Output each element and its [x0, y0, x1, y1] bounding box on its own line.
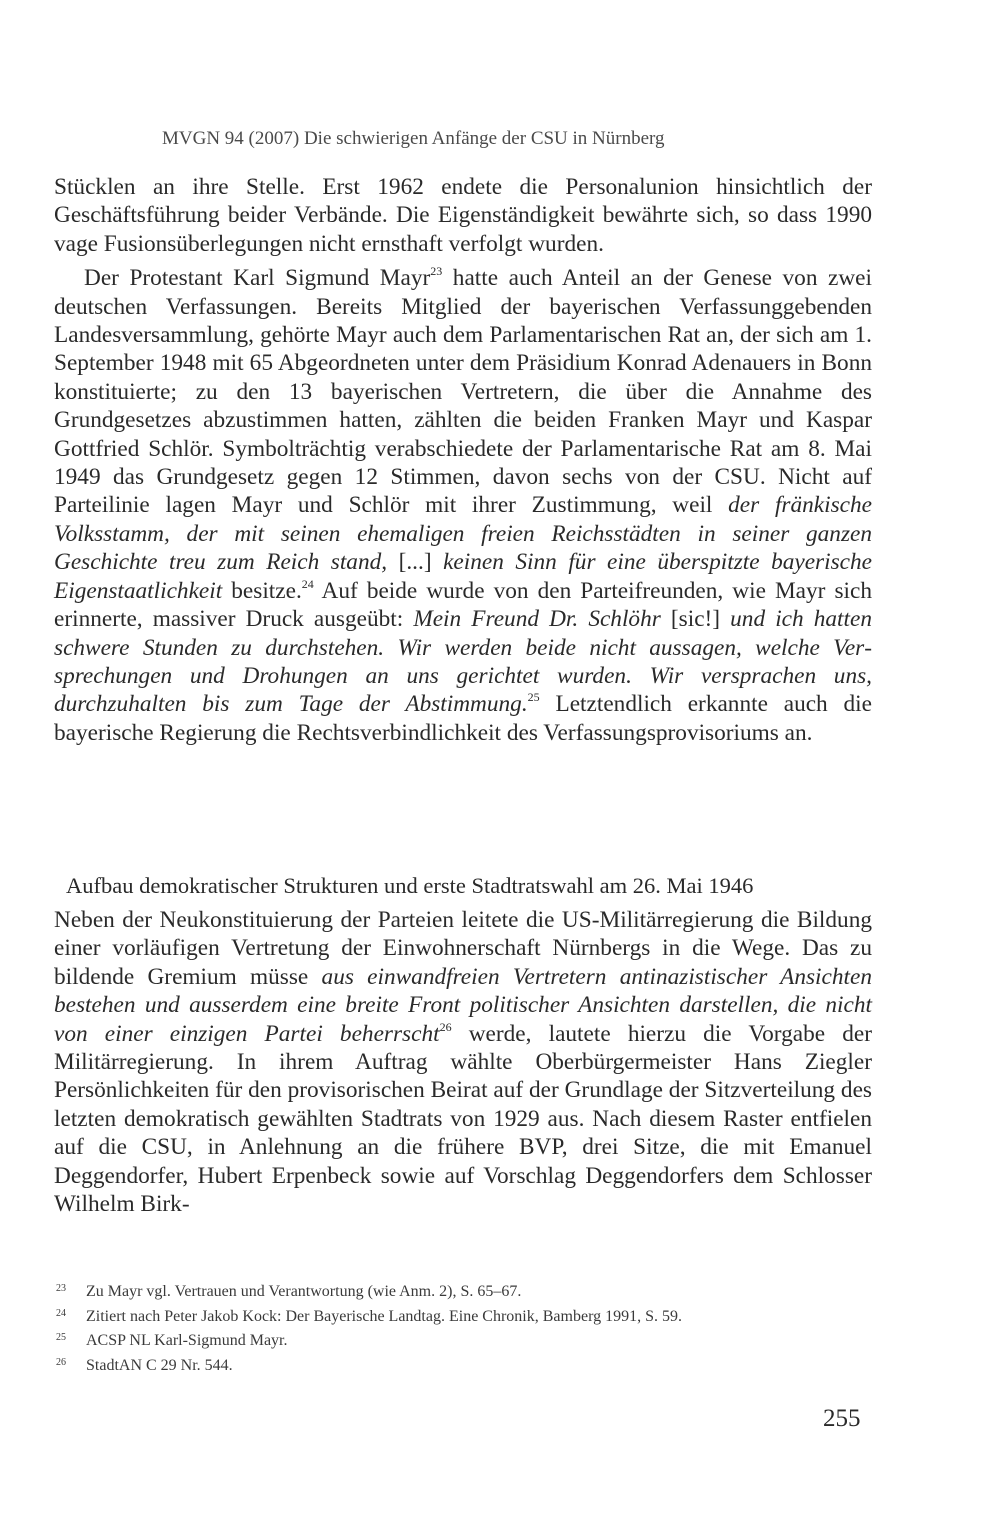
text-run: Neben der Neukonstituierung der Parteien leitete die US-Militärregierung die Bildung einer vorläufigen Vertretung der Einwohnerschaft Nürnbergs in die Wege. Das zu bildende Gremium müsse [54, 907, 872, 990]
footnote-ref-23: 23 [430, 264, 443, 279]
body-text-upper [54, 173, 872, 747]
paragraph-beirat [54, 906, 872, 1218]
section-heading: Aufbau demokratischer Strukturen und erste Stadtratswahl am 26. Mai 1946 [66, 873, 754, 898]
footnote-number: 25 [56, 1332, 66, 1343]
text-run: [...] [387, 549, 444, 576]
footnote-text: Zitiert nach Peter Jakob Kock: Der Bayerische Landtag. Eine Chronik, Bamberg 1991, S. 59. [86, 1307, 682, 1325]
footnote-ref-25: 25 [527, 690, 540, 705]
quote-italic: aus einwandfreien Vertretern antinazistischer Ansichten bestehen und ausserdem eine breite Front politischer Ansichten darstellen, die nicht von einer einzigen Partei beherrscht [54, 963, 872, 1047]
quote-italic: Mein Freund Dr. Schlöhr [413, 606, 661, 633]
footnote-number: 23 [56, 1283, 66, 1294]
footnote-ref-26: 26 [439, 1019, 452, 1034]
footnote [56, 1327, 876, 1352]
quote-italic: keinen Sinn für eine überspitzte bayerische Eigenstaatlichkeit [54, 549, 872, 604]
footnote-ref-24: 24 [301, 576, 314, 591]
footnote [56, 1303, 876, 1328]
footnote-number: 24 [56, 1307, 66, 1319]
footnote [56, 1278, 876, 1303]
text-run: Auf beide wurde von den Parteifreunden, wie Mayr sich erinnerte, massiver Druck ausgeübt: [54, 577, 872, 633]
text-run: Letztendlich erkannte auch die bayerische Regierung die Rechtsverbindlichkeit des Verfassungsprovisoriums an. [54, 691, 872, 746]
text-run: hatte auch Anteil an der Genese von zwei deutschen Verfassungen. Bereits Mitglied der bayerischen Verfassunggebenden Landesversammlung, gehörte Mayr auch dem Parlamentarischen Rat an, der sich am 1. September 1948 mit 65 Abgeordneten unter dem Präsidium Konrad Adenauers in Bonn konstituierte; zu den 13 bayerischen Vertretern, die über die Annahme des Grundgesetzes abzustimmen hatten, zählten die beiden Franken Mayr und Kaspar Gottfried Schlör. Symbolträchtig verabschiedete der Parlamentarische Rat am 8. Mai 1949 das Grundgesetz gegen 12 Stimmen, davon sechs von der CSU. Nicht auf Parteilinie lagen Mayr und Schlör mit ihrer Zustimmung, weil [54, 265, 872, 519]
paragraph-continuation: Stücklen an ihre Stelle. Erst 1962 endete die Personalunion hinsichtlich der Geschäftsführung beider Verbände. Die Eigenständigkeit bewährte sich, so dass 1990 vage Fusionsüberlegungen nicht ernsthaft verfolgt wurden. [54, 174, 872, 257]
paragraph-mayr [54, 264, 872, 747]
footnotes [56, 1278, 876, 1376]
footnote-number: 26 [56, 1356, 66, 1368]
body-text-lower [54, 906, 872, 1218]
footnote-text: Zu Mayr vgl. Vertrauen und Verantwortung (wie Anm. 2), S. 65–67. [86, 1283, 522, 1300]
text-run: werde, lautete hierzu die Vorgabe der Militärregierung. In ihrem Auftrag wählte Oberbürgermeister Hans Ziegler Persönlichkeiten für den provisorischen Beirat auf der Grundlage der Sitzverteilung des letzten demokratisch gewählten Stadtrats von 1929 aus. Nach diesem Raster entfielen auf die CSU, in Anlehnung an die frühere BVP, drei Sitze, die mit Emanuel Deggendorfer, Hubert Erpenbeck sowie auf Vorschlag Deggendorfers dem Schlosser Wilhelm Birk- [54, 1020, 873, 1218]
quote-italic: der fränkische Volksstamm, der mit seinen ehemaligen freien Reichsstädten in seiner ganzen Geschichte treu zum Reich stand, [54, 492, 872, 576]
text-run: besitze. [222, 577, 302, 604]
text-run: [sic!] [660, 606, 731, 633]
footnote [56, 1352, 876, 1377]
page-number: 255 [823, 1405, 861, 1432]
footnote-text: ACSP NL Karl-Sigmund Mayr. [86, 1332, 288, 1349]
quote-italic: und ich hatten schwere Stunden zu durchstehen. Wir werden beide nicht aussagen, welche Versprechungen und Drohungen an uns gerichtet wurden. Wir versprachen uns, durchzuhalten bis zum Tage der Abstimmung. [54, 606, 872, 718]
footnote-text: StadtAN C 29 Nr. 544. [86, 1356, 233, 1374]
text-run: Der Protestant Karl Sigmund Mayr [84, 265, 431, 292]
running-header: MVGN 94 (2007) Die schwierigen Anfänge der CSU in Nürnberg [162, 128, 665, 149]
